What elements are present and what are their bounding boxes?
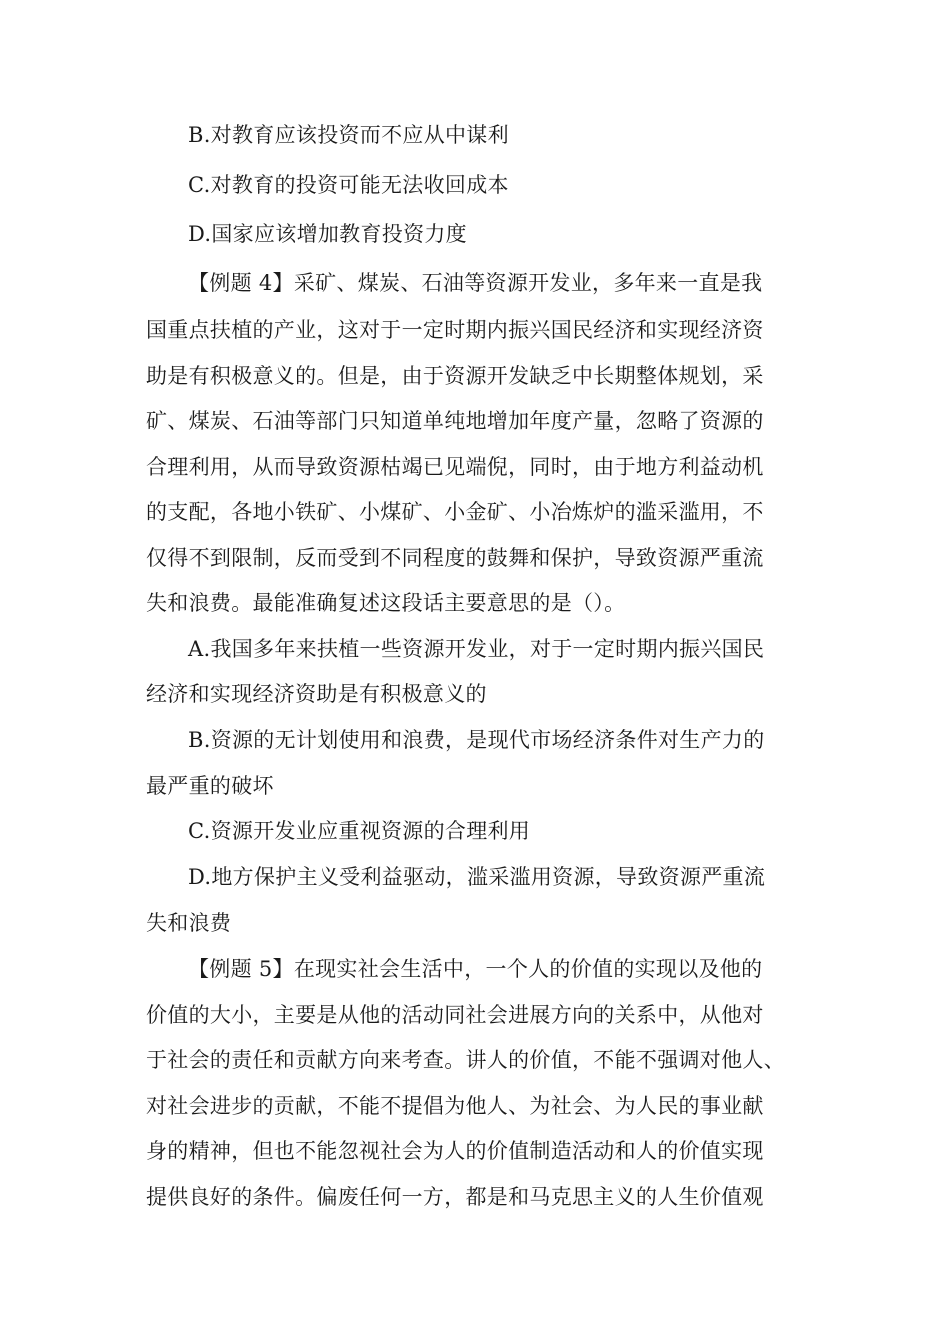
- option-a-line-2: 经济和实现经济资助是有积极意义的: [146, 682, 487, 706]
- option-b-line-1: B.资源的无计划使用和浪费，是现代市场经济条件对生产力的: [188, 728, 765, 752]
- example-4-line-3: 助是有积极意义的。但是，由于资源开发缺乏中长期整体规划，采: [146, 364, 764, 388]
- option-c-line-ex4: C.资源开发业应重视资源的合理利用: [188, 819, 531, 843]
- example-5-line-2: 价值的大小，主要是从他的活动同社会进展方向的关系中，从他对: [146, 1003, 764, 1027]
- example-5-line-4: 对社会进步的贡献，不能不提倡为他人、为社会、为人民的事业献: [146, 1094, 764, 1118]
- example-5-line-1: 【例题 5】在现实社会生活中，一个人的价值的实现以及他的: [188, 957, 763, 981]
- example-4-line-6: 的支配，各地小铁矿、小煤矿、小金矿、小冶炼炉的滥采滥用，不: [146, 500, 764, 524]
- option-a-line-1: A.我国多年来扶植一些资源开发业，对于一定时期内振兴国民: [188, 637, 765, 661]
- example-5-line-5: 身的精神，但也不能忽视社会为人的价值制造活动和人的价值实现: [146, 1139, 764, 1163]
- option-b-line-2: 最严重的破坏: [146, 774, 274, 798]
- example-4-line-7: 仅得不到限制，反而受到不同程度的鼓舞和保护，导致资源严重流: [146, 546, 764, 570]
- option-d-line-1: D.地方保护主义受利益驱动，滥采滥用资源，导致资源严重流: [188, 865, 766, 889]
- example-4-line-2: 国重点扶植的产业，这对于一定时期内振兴国民经济和实现经济资: [146, 318, 764, 342]
- example-4-line-8: 失和浪费。最能准确复述这段话主要意思的是（）。: [146, 591, 626, 615]
- example-5-line-6: 提供良好的条件。偏废任何一方，都是和马克思主义的人生价值观: [146, 1185, 764, 1209]
- option-c-line: C.对教育的投资可能无法收回成本: [188, 173, 509, 197]
- example-4-line-1: 【例题 4】采矿、煤炭、石油等资源开发业，多年来一直是我: [188, 271, 763, 295]
- example-5-line-3: 于社会的责任和贡献方向来考查。讲人的价值，不能不强调对他人、: [146, 1048, 785, 1072]
- option-d-line-2: 失和浪费: [146, 911, 232, 935]
- option-b-line: B.对教育应该投资而不应从中谋利: [188, 123, 509, 147]
- example-4-line-4: 矿、煤炭、石油等部门只知道单纯地增加年度产量，忽略了资源的: [146, 409, 764, 433]
- example-4-line-5: 合理利用，从而导致资源枯竭已见端倪，同时，由于地方利益动机: [146, 455, 764, 479]
- option-d-line: D.国家应该增加教育投资力度: [188, 222, 467, 246]
